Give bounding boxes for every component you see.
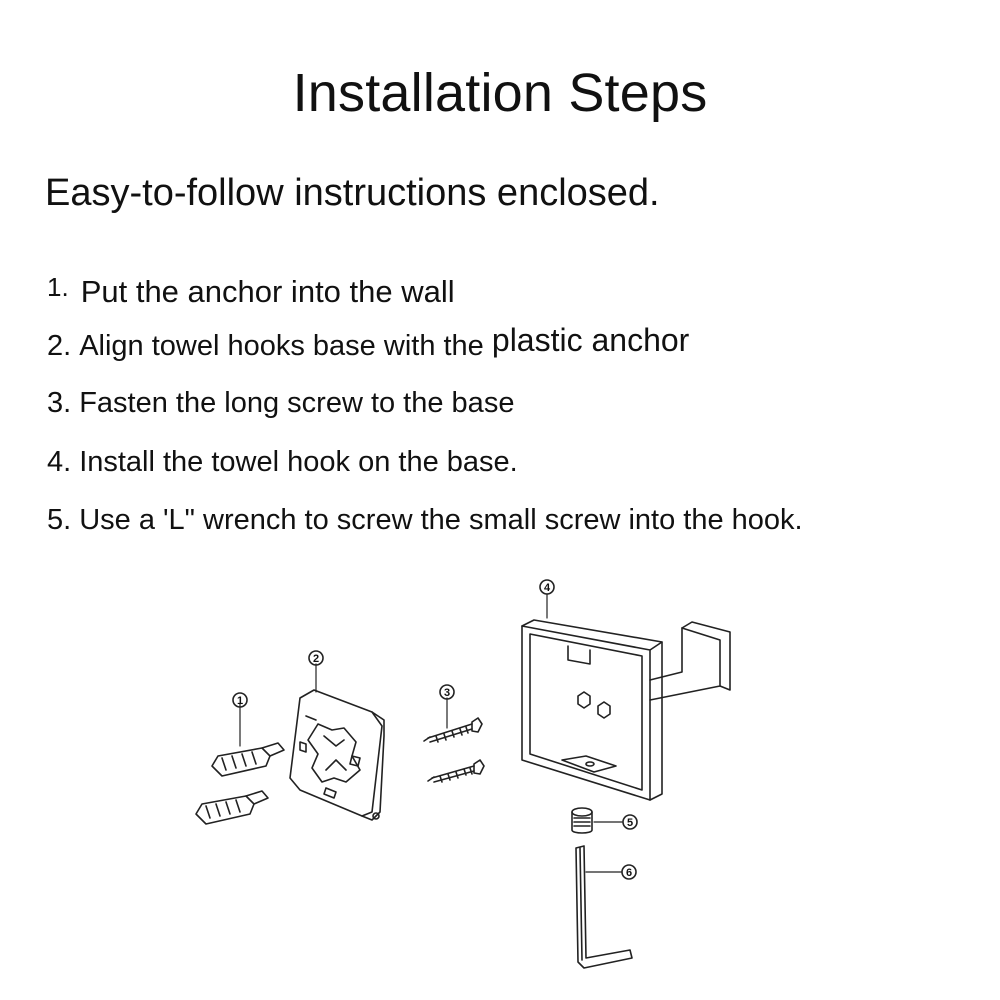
step-number: 5. <box>47 504 72 536</box>
long-screw-upper <box>424 718 482 742</box>
step-number: 3. <box>47 387 72 419</box>
plastic-anchor-lower <box>196 791 268 824</box>
step-text: Put the anchor into the wall <box>80 274 455 309</box>
exploded-parts-diagram <box>0 560 1000 1000</box>
part-label-2: 2 <box>312 653 320 665</box>
part-label-4: 4 <box>543 582 551 594</box>
step-number: 4. <box>47 446 72 478</box>
part-label-6: 6 <box>625 867 633 879</box>
hook-base-plate <box>290 690 384 820</box>
towel-hook <box>522 620 730 800</box>
part-label-1: 1 <box>236 695 244 707</box>
step-text: Install the towel hook on the base. <box>79 446 518 478</box>
step-text: Align towel hooks base with the <box>79 330 484 362</box>
step-1 <box>47 274 455 310</box>
step-text-tail: plastic anchor <box>491 322 690 358</box>
plastic-anchor-upper <box>212 743 284 776</box>
part-label-3: 3 <box>443 687 451 699</box>
step-3 <box>47 387 514 420</box>
part-label-5: 5 <box>626 817 634 829</box>
step-number: 2. <box>47 330 72 362</box>
subtitle: Easy-to-follow instructions enclosed. <box>45 172 660 214</box>
step-text: Use a 'L" wrench to screw the small screw into the hook. <box>79 504 803 536</box>
long-screw-lower <box>428 760 484 782</box>
step-text: Fasten the long screw to the base <box>79 387 515 419</box>
step-5 <box>47 504 803 537</box>
small-set-screw <box>572 808 592 833</box>
step-number: 1. <box>47 272 69 302</box>
page-title: Installation Steps <box>292 63 708 123</box>
step-2 <box>47 322 690 363</box>
step-4 <box>47 446 518 479</box>
l-wrench <box>576 846 632 968</box>
